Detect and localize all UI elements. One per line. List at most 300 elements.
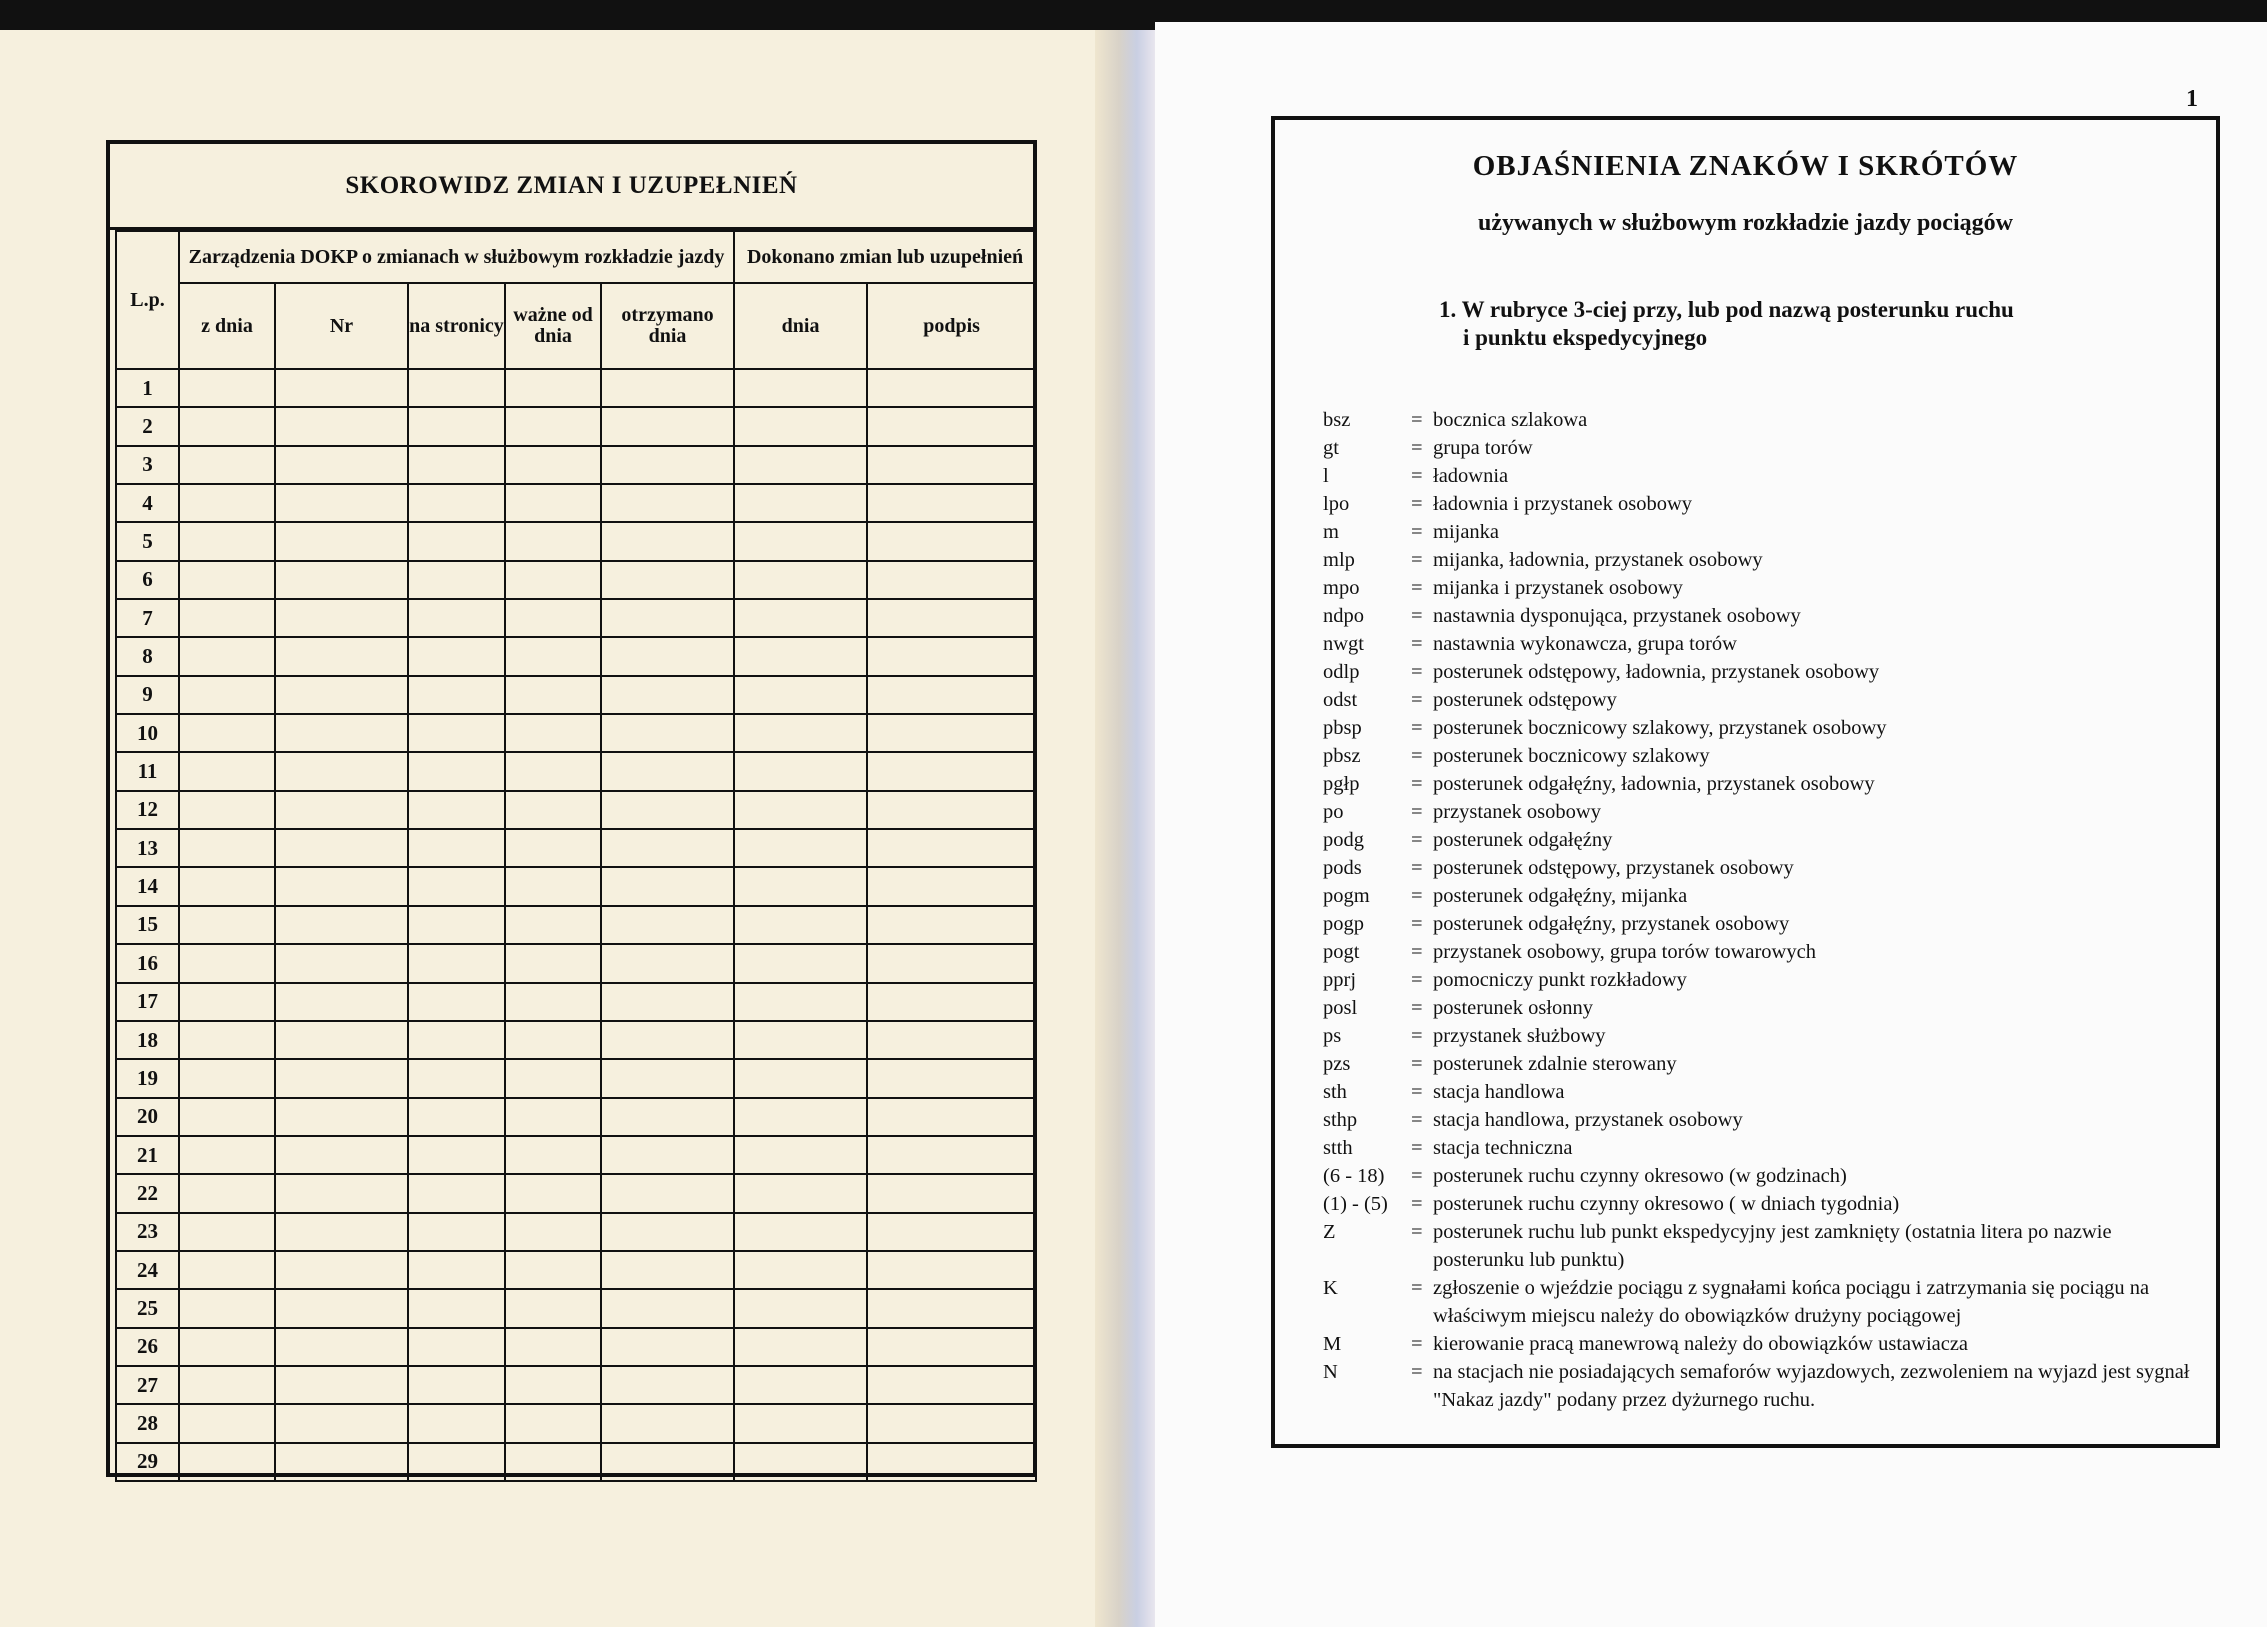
legend-definition: posterunek odgałęźny, mijanka — [1433, 885, 1688, 907]
legend-entry — [1323, 686, 2203, 714]
table-cell — [601, 1021, 734, 1059]
row-number: 12 — [116, 791, 179, 829]
table-cell — [179, 1098, 275, 1136]
legend-entry — [1323, 798, 2203, 826]
table-cell — [734, 906, 867, 944]
legend-definition: kierowanie pracą manewrową należy do obowiązków ustawiacza — [1433, 1333, 1969, 1355]
table-cell — [408, 407, 505, 445]
table-cell — [505, 1366, 601, 1404]
table-cell — [275, 1174, 408, 1212]
legend-definition: ładownia i przystanek osobowy — [1433, 493, 1693, 515]
table-row — [116, 561, 1036, 599]
legend-entry — [1323, 1190, 2203, 1218]
legend-definition: posterunek odstępowy, przystanek osobowy — [1433, 857, 1794, 879]
table-cell — [734, 1213, 867, 1251]
equals-sign: = — [1411, 1333, 1423, 1355]
table-cell — [505, 1213, 601, 1251]
legend-abbreviation: podg — [1323, 829, 1364, 851]
table-cell — [408, 791, 505, 829]
equals-sign: = — [1411, 1053, 1423, 1075]
table-cell — [601, 1136, 734, 1174]
legend-abbreviation: K — [1323, 1277, 1338, 1299]
row-number: 28 — [116, 1404, 179, 1442]
table-cell — [505, 1059, 601, 1097]
table-cell — [867, 983, 1036, 1021]
table-cell — [505, 446, 601, 484]
row-number: 6 — [116, 561, 179, 599]
table-cell — [179, 522, 275, 560]
table-cell — [179, 944, 275, 982]
table-cell — [734, 446, 867, 484]
table-cell — [867, 1404, 1036, 1442]
table-cell — [867, 944, 1036, 982]
legend-abbreviation: pods — [1323, 857, 1362, 879]
table-cell — [601, 906, 734, 944]
table-cell — [601, 1404, 734, 1442]
equals-sign: = — [1411, 773, 1423, 795]
legend-abbreviation: po — [1323, 801, 1344, 823]
equals-sign: = — [1411, 493, 1423, 515]
legend-entry — [1323, 574, 2203, 602]
table-cell — [275, 791, 408, 829]
table-cell — [275, 369, 408, 407]
legend-abbreviation: mpo — [1323, 577, 1360, 599]
equals-sign: = — [1411, 689, 1423, 711]
table-cell — [179, 407, 275, 445]
legend-entry — [1323, 518, 2203, 546]
table-cell — [179, 1136, 275, 1174]
table-cell — [505, 1136, 601, 1174]
table-cell — [734, 1328, 867, 1366]
table-row — [116, 983, 1036, 1021]
section-line-2: i punktu ekspedycyjnego — [1463, 325, 1708, 350]
equals-sign: = — [1411, 577, 1423, 599]
legend-entry — [1323, 1358, 2203, 1414]
table-cell — [601, 561, 734, 599]
table-cell — [408, 1251, 505, 1289]
table-cell — [601, 829, 734, 867]
table-cell — [179, 829, 275, 867]
legend-definition: posterunek odgałęźny, przystanek osobowy — [1433, 913, 1790, 935]
header-otrzymano-dnia: otrzymano dnia — [601, 283, 734, 369]
legend-definition: mijanka — [1433, 521, 1500, 543]
table-cell — [408, 867, 505, 905]
equals-sign: = — [1411, 633, 1423, 655]
legend-definition: stacja handlowa — [1433, 1081, 1565, 1103]
legend-entry — [1323, 546, 2203, 574]
table-cell — [601, 1251, 734, 1289]
table-cell — [179, 599, 275, 637]
table-row — [116, 522, 1036, 560]
table-cell — [408, 1021, 505, 1059]
table-cell — [734, 561, 867, 599]
legend-definition: stacja techniczna — [1433, 1137, 1573, 1159]
table-row — [116, 867, 1036, 905]
legend-abbreviation: pbsz — [1323, 745, 1361, 767]
table-cell — [408, 446, 505, 484]
equals-sign: = — [1411, 1165, 1423, 1187]
table-cell — [275, 1251, 408, 1289]
legend-definition: grupa torów — [1433, 437, 1533, 459]
row-number: 4 — [116, 484, 179, 522]
legend-abbreviation: l — [1323, 465, 1329, 487]
table-cell — [867, 906, 1036, 944]
table-cell — [179, 637, 275, 675]
table-cell — [734, 752, 867, 790]
table-cell — [867, 522, 1036, 560]
table-cell — [601, 407, 734, 445]
table-cell — [179, 752, 275, 790]
table-cell — [505, 1021, 601, 1059]
legend-abbreviation: (1) - (5) — [1323, 1193, 1388, 1215]
legend-definition: posterunek bocznicowy szlakowy, przystanek osobowy — [1433, 717, 1887, 739]
table-cell — [408, 637, 505, 675]
table-cell — [275, 522, 408, 560]
table-cell — [867, 561, 1036, 599]
table-cell — [275, 867, 408, 905]
table-cell — [408, 369, 505, 407]
row-number: 13 — [116, 829, 179, 867]
table-cell — [179, 1021, 275, 1059]
table-cell — [734, 791, 867, 829]
table-cell — [275, 407, 408, 445]
table-cell — [601, 637, 734, 675]
table-cell — [734, 1059, 867, 1097]
table-cell — [505, 906, 601, 944]
equals-sign: = — [1411, 885, 1423, 907]
table-cell — [601, 1213, 734, 1251]
legend-definition: posterunek odgałęźny, ładownia, przystanek osobowy — [1433, 773, 1875, 795]
table-cell — [275, 944, 408, 982]
legend-abbreviation: stth — [1323, 1137, 1353, 1159]
row-number: 5 — [116, 522, 179, 560]
legend-entry — [1323, 826, 2203, 854]
table-row — [116, 1098, 1036, 1136]
table-cell — [505, 1098, 601, 1136]
table-cell — [601, 714, 734, 752]
legend-definition: ładownia — [1433, 465, 1509, 487]
table-cell — [179, 484, 275, 522]
legend-abbreviation: odlp — [1323, 661, 1360, 683]
table-cell — [734, 599, 867, 637]
table-cell — [408, 906, 505, 944]
legend-entry — [1323, 1162, 2203, 1190]
table-row — [116, 676, 1036, 714]
form-title: SKOROWIDZ ZMIAN I UZUPEŁNIEŃ — [110, 144, 1033, 230]
table-cell — [505, 484, 601, 522]
table-row — [116, 829, 1036, 867]
table-cell — [867, 1366, 1036, 1404]
table-cell — [179, 1289, 275, 1327]
table-cell — [505, 1289, 601, 1327]
table-cell — [408, 714, 505, 752]
legend-definition: przystanek osobowy — [1433, 801, 1601, 823]
legend-abbreviation: pbsp — [1323, 717, 1362, 739]
row-number: 22 — [116, 1174, 179, 1212]
table-cell — [179, 1366, 275, 1404]
row-number: 11 — [116, 752, 179, 790]
row-number: 1 — [116, 369, 179, 407]
row-number: 20 — [116, 1098, 179, 1136]
header-orders-group: Zarządzenia DOKP o zmianach w służbowym rozkładzie jazdy — [179, 231, 734, 283]
table-cell — [601, 676, 734, 714]
table-cell — [867, 752, 1036, 790]
legend-abbreviation: pgłp — [1323, 773, 1360, 795]
table-cell — [867, 1136, 1036, 1174]
legend-entry — [1323, 1218, 2203, 1274]
table-cell — [601, 369, 734, 407]
table-cell — [734, 1136, 867, 1174]
legend-entry — [1323, 1274, 2203, 1330]
table-cell — [505, 1251, 601, 1289]
table-row — [116, 1289, 1036, 1327]
legend-definition: nastawnia wykonawcza, grupa torów — [1433, 633, 1737, 655]
table-cell — [408, 944, 505, 982]
header-wazne-od-dnia: ważne od dnia — [505, 283, 601, 369]
table-cell — [601, 484, 734, 522]
legend-entry — [1323, 742, 2203, 770]
table-row — [116, 484, 1036, 522]
table-row — [116, 1328, 1036, 1366]
legend-abbreviation: M — [1323, 1333, 1342, 1355]
table-cell — [867, 1098, 1036, 1136]
legend-abbreviation: pzs — [1323, 1053, 1351, 1075]
table-cell — [275, 752, 408, 790]
table-cell — [734, 1174, 867, 1212]
equals-sign: = — [1411, 1193, 1423, 1215]
table-cell — [179, 1404, 275, 1442]
table-cell — [505, 1443, 601, 1481]
table-cell — [601, 1174, 734, 1212]
table-cell — [601, 1059, 734, 1097]
table-cell — [275, 599, 408, 637]
table-cell — [505, 599, 601, 637]
table-row — [116, 1366, 1036, 1404]
table-cell — [867, 791, 1036, 829]
table-cell — [505, 407, 601, 445]
legend-definition: posterunek odstępowy — [1433, 689, 1617, 711]
legend-definition: posterunek ruchu czynny okresowo (w godzinach) — [1433, 1165, 1847, 1187]
equals-sign: = — [1411, 829, 1423, 851]
legend-abbreviation: N — [1323, 1361, 1338, 1383]
row-number: 17 — [116, 983, 179, 1021]
table-row — [116, 1021, 1036, 1059]
table-cell — [179, 791, 275, 829]
legend-entry — [1323, 630, 2203, 658]
header-lp: L.p. — [116, 231, 179, 369]
table-cell — [179, 1213, 275, 1251]
legend-entry — [1323, 434, 2203, 462]
table-cell — [601, 867, 734, 905]
legend-abbreviation: posl — [1323, 997, 1358, 1019]
equals-sign: = — [1411, 1137, 1423, 1159]
table-cell — [275, 1098, 408, 1136]
equals-sign: = — [1411, 409, 1423, 431]
legend-abbreviation: pogm — [1323, 885, 1370, 907]
change-index-table — [115, 230, 1037, 1482]
table-cell — [179, 1251, 275, 1289]
equals-sign: = — [1411, 549, 1423, 571]
table-cell — [275, 829, 408, 867]
header-nr: Nr — [275, 283, 408, 369]
table-row — [116, 752, 1036, 790]
table-row — [116, 1213, 1036, 1251]
table-cell — [275, 1059, 408, 1097]
change-index-form — [106, 140, 1037, 1477]
table-cell — [867, 1213, 1036, 1251]
row-number: 14 — [116, 867, 179, 905]
row-number: 16 — [116, 944, 179, 982]
table-row — [116, 446, 1036, 484]
legend-definition: mijanka, ładownia, przystanek osobowy — [1433, 549, 1763, 571]
legend-abbreviation: odst — [1323, 689, 1358, 711]
table-cell — [275, 676, 408, 714]
table-row — [116, 1404, 1036, 1442]
legend-entry — [1323, 910, 2203, 938]
legend-entry — [1323, 882, 2203, 910]
legend-entry — [1323, 1078, 2203, 1106]
table-cell — [734, 369, 867, 407]
row-number: 10 — [116, 714, 179, 752]
table-cell — [867, 637, 1036, 675]
row-number: 9 — [116, 676, 179, 714]
table-cell — [505, 522, 601, 560]
legend-entry — [1323, 966, 2203, 994]
legend-entry — [1323, 994, 2203, 1022]
header-done-group: Dokonano zmian lub uzupełnień — [734, 231, 1036, 283]
table-row — [116, 637, 1036, 675]
table-cell — [275, 1443, 408, 1481]
table-cell — [867, 599, 1036, 637]
legend-section-heading — [1439, 296, 2139, 352]
table-cell — [408, 561, 505, 599]
legend-entry — [1323, 490, 2203, 518]
legend-entry — [1323, 1330, 2203, 1358]
table-row — [116, 791, 1036, 829]
legend-subtitle: używanych w służbowym rozkładzie jazdy pociągów — [1478, 210, 2013, 236]
row-number: 24 — [116, 1251, 179, 1289]
legend-entry — [1323, 938, 2203, 966]
row-number: 27 — [116, 1366, 179, 1404]
legend-definition: posterunek ruchu czynny okresowo ( w dniach tygodnia) — [1433, 1193, 1900, 1215]
header-dnia: dnia — [734, 283, 867, 369]
table-cell — [505, 944, 601, 982]
table-cell — [867, 867, 1036, 905]
row-number: 18 — [116, 1021, 179, 1059]
equals-sign: = — [1411, 997, 1423, 1019]
table-cell — [179, 369, 275, 407]
table-cell — [408, 1404, 505, 1442]
equals-sign: = — [1411, 1109, 1423, 1131]
table-cell — [734, 676, 867, 714]
table-cell — [601, 983, 734, 1021]
table-cell — [734, 867, 867, 905]
equals-sign: = — [1411, 913, 1423, 935]
row-number: 15 — [116, 906, 179, 944]
table-cell — [275, 983, 408, 1021]
table-cell — [505, 1328, 601, 1366]
table-cell — [408, 1136, 505, 1174]
table-cell — [179, 1328, 275, 1366]
legend-definition: posterunek bocznicowy szlakowy — [1433, 745, 1710, 767]
row-number: 7 — [116, 599, 179, 637]
equals-sign: = — [1411, 1221, 1423, 1243]
table-cell — [408, 522, 505, 560]
table-cell — [408, 1059, 505, 1097]
table-cell — [734, 1021, 867, 1059]
table-cell — [275, 906, 408, 944]
row-number: 29 — [116, 1443, 179, 1481]
table-cell — [867, 829, 1036, 867]
table-cell — [601, 944, 734, 982]
table-cell — [601, 599, 734, 637]
table-cell — [408, 484, 505, 522]
table-cell — [601, 1443, 734, 1481]
legend-entry — [1323, 462, 2203, 490]
equals-sign: = — [1411, 969, 1423, 991]
row-number: 26 — [116, 1328, 179, 1366]
table-cell — [505, 369, 601, 407]
table-cell — [734, 407, 867, 445]
table-cell — [867, 1174, 1036, 1212]
table-cell — [867, 1443, 1036, 1481]
table-cell — [867, 1328, 1036, 1366]
legend-entry — [1323, 406, 2203, 434]
legend-definition: stacja handlowa, przystanek osobowy — [1433, 1109, 1743, 1131]
table-cell — [275, 484, 408, 522]
legend-abbreviation: pogt — [1323, 941, 1360, 963]
header-podpis: podpis — [867, 283, 1036, 369]
table-cell — [275, 1289, 408, 1327]
table-row — [116, 944, 1036, 982]
row-number: 3 — [116, 446, 179, 484]
table-cell — [179, 1443, 275, 1481]
legend-definition: pomocniczy punkt rozkładowy — [1433, 969, 1687, 991]
table-cell — [601, 522, 734, 560]
table-cell — [179, 446, 275, 484]
table-cell — [601, 752, 734, 790]
equals-sign: = — [1411, 745, 1423, 767]
row-number: 25 — [116, 1289, 179, 1327]
legend-entry — [1323, 770, 2203, 798]
table-cell — [601, 1289, 734, 1327]
legend-abbreviation: mlp — [1323, 549, 1355, 571]
table-cell — [601, 1098, 734, 1136]
legend-abbreviation: sth — [1323, 1081, 1347, 1103]
equals-sign: = — [1411, 801, 1423, 823]
table-cell — [408, 752, 505, 790]
table-cell — [867, 446, 1036, 484]
legend-entry — [1323, 1050, 2203, 1078]
table-cell — [408, 676, 505, 714]
equals-sign: = — [1411, 1081, 1423, 1103]
equals-sign: = — [1411, 661, 1423, 683]
legend-definition: bocznica szlakowa — [1433, 409, 1588, 431]
table-cell — [734, 714, 867, 752]
table-row — [116, 369, 1036, 407]
table-cell — [408, 599, 505, 637]
header-z-dnia: z dnia — [179, 283, 275, 369]
table-cell — [275, 1136, 408, 1174]
legend-definition: posterunek osłonny — [1433, 997, 1593, 1019]
section-line-1: 1. W rubryce 3-ciej przy, lub pod nazwą posterunku ruchu — [1439, 297, 2014, 322]
table-cell — [408, 1289, 505, 1327]
table-cell — [275, 561, 408, 599]
legend-abbreviation: ndpo — [1323, 605, 1364, 627]
legend-definition: nastawnia dysponująca, przystanek osobowy — [1433, 605, 1801, 627]
table-cell — [505, 752, 601, 790]
equals-sign: = — [1411, 437, 1423, 459]
